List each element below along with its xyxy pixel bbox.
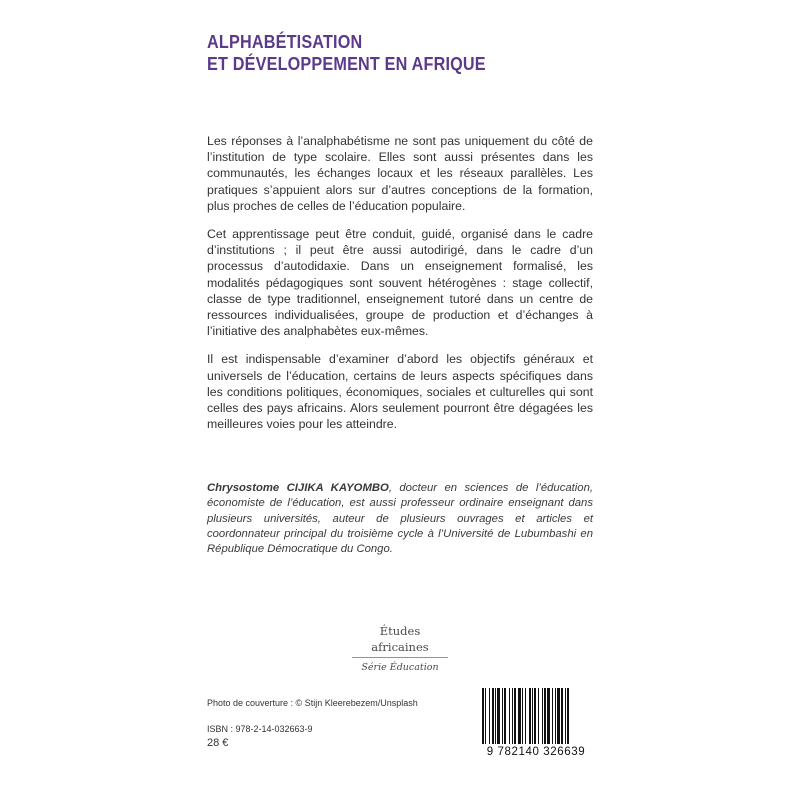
book-title <box>207 31 517 75</box>
isbn: ISBN : 978-2-14-032663-9 <box>207 724 313 734</box>
title-line-1: ALPHABÉTISATION <box>207 32 363 52</box>
series-divider <box>352 657 448 658</box>
author-name: Chrysostome CIJIKA KAYOMBO <box>207 482 389 494</box>
blurb-paragraph-1: Les réponses à l’analphabétisme ne sont pas uniquement du côté de l’institution de type scolaire. Elles sont aussi présentes dans les communautés, les échanges locaux et les réseaux parallèles. Les pratiques s’appuient alors sur d’autres conceptions de la formation, plus proches de celles de l’éducation populaire. <box>207 134 593 213</box>
barcode-icon <box>478 686 594 746</box>
blurb <box>207 133 593 444</box>
series-name: Études africaines <box>371 624 429 654</box>
author-bio <box>207 481 593 557</box>
barcode-digits: 9 782140 326639 <box>486 746 586 758</box>
title-line-2: ET DÉVELOPPEMENT EN AFRIQUE <box>207 54 486 74</box>
photo-credit: Photo de couverture : © Stijn Kleerebezem/Unsplash <box>207 698 418 708</box>
series-subtitle: Série Éducation <box>361 662 439 673</box>
blurb-paragraph-2: Cet apprentissage peut être conduit, guidé, organisé dans le cadre d’institutions ; il peut être aussi autodirigé, dans le cadre d’un processus d’autodidaxie. Dans un enseignement formalisé, les modalités pédagogiques sont souvent hétérogènes : stage collectif, classe de type traditionnel, enseignement tutoré dans un centre de ressources individualisées, groupe de production et d’échanges à l’initiative des analphabètes eux-mêmes. <box>207 227 593 339</box>
blurb-paragraph-3: Il est indispensable d’examiner d’abord les objectifs généraux et universels de l’éducation, certains de leurs aspects spécifiques dans les conditions politiques, économiques, sociales et culturelles qui sont celles des pays africains. Alors seulement pourront être dégagées les meilleures voies pour les atteindre. <box>207 352 593 432</box>
series-block <box>352 623 448 673</box>
price: 28 € <box>207 737 229 749</box>
author-description: , docteur en sciences de l’éducation, économiste de l’éducation, est aussi professeur ordinaire enseignant dans plusieurs universités, auteur de plusieurs ouvrages et articles et coordonnateur principal du troisième cycle à l’Université de Lubumbashi en République Démocratique du Congo. <box>207 482 594 556</box>
